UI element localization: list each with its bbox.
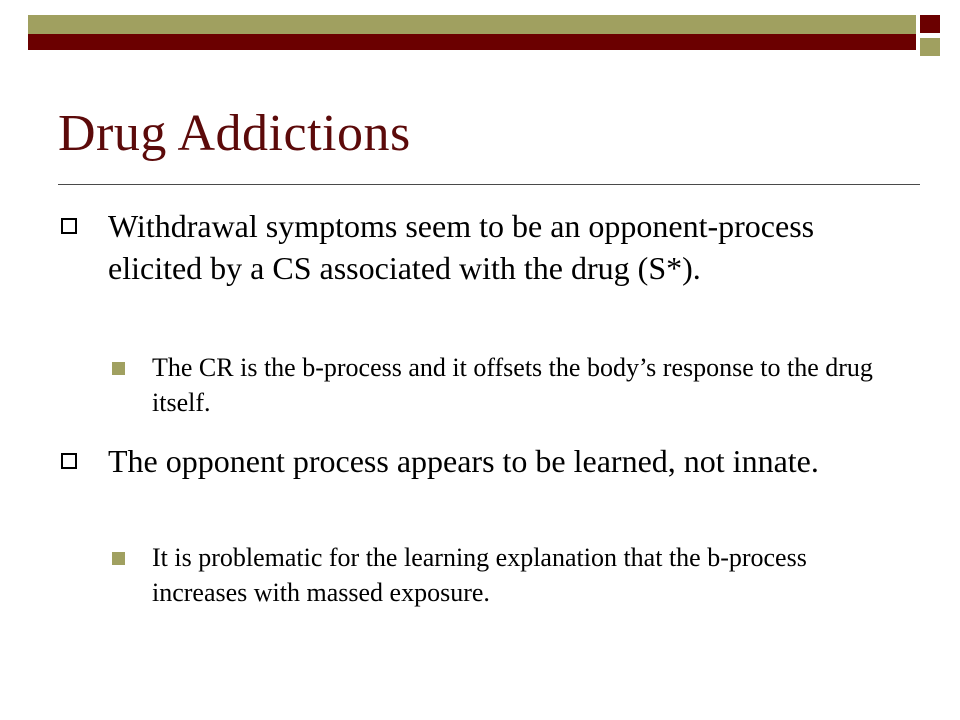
bullet-1 xyxy=(108,205,898,289)
solid-square-bullet-icon xyxy=(112,552,125,565)
slide-title: Drug Addictions xyxy=(58,105,411,162)
sub-bullet-2-text: It is problematic for the learning explanation that the b-process increases with massed exposure. xyxy=(152,543,807,607)
hollow-square-bullet-icon xyxy=(61,453,77,469)
bullet-2 xyxy=(108,440,898,482)
bullet-1-text: Withdrawal symptoms seem to be an opponent-process elicited by a CS associated with the drug (S*). xyxy=(108,208,815,286)
solid-square-bullet-icon xyxy=(112,362,125,375)
sub-bullet-1 xyxy=(152,350,892,420)
sub-bullet-1-text: The CR is the b-process and it offsets the body’s response to the drug itself. xyxy=(152,353,873,417)
bullet-2-text: The opponent process appears to be learned, not innate. xyxy=(108,443,819,479)
hollow-square-bullet-icon xyxy=(61,218,77,234)
sub-bullet-2 xyxy=(152,540,892,610)
